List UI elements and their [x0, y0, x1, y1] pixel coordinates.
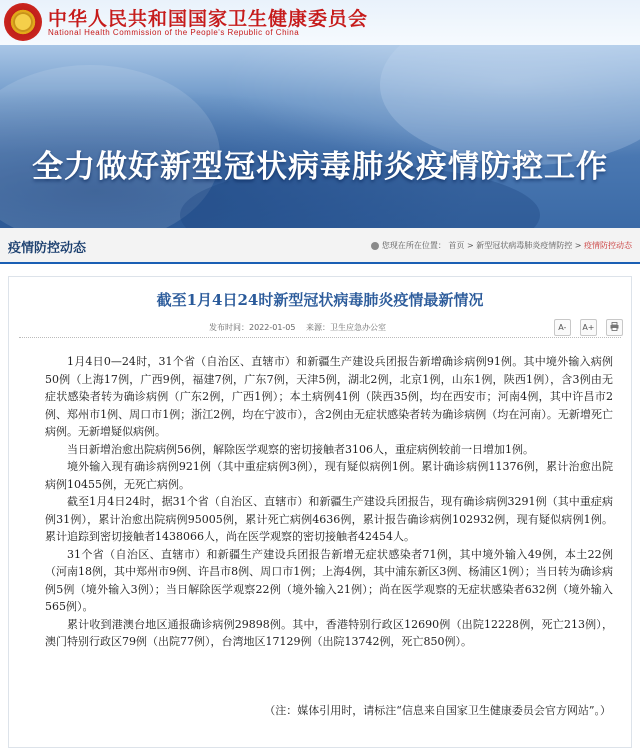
publish-date: 发布时间：2022-01-05 — [209, 323, 296, 332]
paragraph: 1月4日0—24时，31个省（自治区、直辖市）和新疆生产建设兵团报告新增确诊病例91例。其中境外输入病例50例（上海17例，广西9例，福建7例，广东7例，天津5例，湖北2例，北京1例，山东1例，陕西1例），含3例由无症状感染者转为确诊病例（广东2例，广西1例）；本土病例41例（陕西35例，均在西安市；河南4例，其中许昌市2例、郑州市1例、周口市1例；浙江2例，均在宁波市），含2例由无症状感染者转为确诊病例（均在河南）。无新增死亡病例。无新增疑似病例。 — [45, 355, 613, 438]
paragraph: 31个省（自治区、直辖市）和新疆生产建设兵团报告新增无症状感染者71例，其中境外输入49例，本土22例（河南18例，其中郑州市9例、许昌市8例、周口市1例；上海4例，其中浦东新区3例、杨浦区1例）；当日转为确诊病例5例（境外输入3例）；当日解除医学观察22例（境外输入21例）；尚在医学观察的无症状感染者632例（境外输入565例）。 — [45, 547, 613, 613]
article-tools — [550, 315, 623, 336]
paragraph: 截至1月4日24时，据31个省（自治区、直辖市）和新疆生产建设兵团报告，现有确诊病例3291例（其中重症病例31例），累计治愈出院病例95005例，累计死亡病例4636例，累计报告确诊病例102932例，现有疑似病例1例。累计追踪到密切接触者1438066人，尚在医学观察的密切接触者42454人。 — [45, 495, 613, 543]
breadcrumb-item-home[interactable]: 首页 — [448, 241, 465, 250]
org-name-en: National Health Commission of the People's Republic of China — [48, 28, 300, 37]
font-decrease-button[interactable]: A- — [554, 319, 571, 336]
print-button[interactable] — [606, 319, 623, 336]
font-increase-button[interactable]: A+ — [580, 319, 597, 336]
breadcrumb-bar — [0, 228, 640, 264]
breadcrumb — [371, 240, 632, 251]
site-header — [0, 0, 640, 45]
breadcrumb-prefix: 您现在所在位置： — [381, 241, 446, 250]
paragraph: 累计收到港澳台地区通报确诊病例29898例。其中，香港特别行政区12690例（出院12228例，死亡213例），澳门特别行政区79例（出院77例），台湾地区17129例（出院13742例，死亡850例）。 — [45, 617, 613, 648]
article-meta — [209, 322, 394, 333]
article-body — [45, 353, 613, 651]
article-title: 截至1月4日24时新型冠状病毒肺炎疫情最新情况 — [156, 291, 484, 309]
section-title: 疫情防控动态 — [8, 241, 87, 256]
breadcrumb-separator: > — [466, 241, 474, 250]
breadcrumb-item-current[interactable]: 疫情防控动态 — [584, 241, 632, 250]
article-source: 来源：卫生应急办公室 — [306, 323, 387, 332]
national-emblem-icon — [4, 3, 42, 41]
paragraph: 境外输入现有确诊病例921例（其中重症病例3例），现有疑似病例1例。累计确诊病例11376例，累计治愈出院病例10455例，无死亡病例。 — [45, 460, 613, 491]
citation-note: （注：媒体引用时，请标注“信息来自国家卫生健康委员会官方网站”。） — [264, 704, 611, 717]
banner — [0, 45, 640, 228]
banner-title: 全力做好新型冠状病毒肺炎疫情防控工作 — [32, 149, 608, 185]
paragraph: 当日新增治愈出院病例56例，解除医学观察的密切接触者3106人，重症病例较前一日增加1例。 — [67, 442, 534, 456]
breadcrumb-separator: > — [574, 241, 582, 250]
org-name-cn[interactable]: 中华人民共和国国家卫生健康委员会 — [48, 8, 369, 30]
print-icon — [610, 322, 619, 331]
divider — [19, 337, 621, 338]
location-icon — [371, 242, 379, 250]
breadcrumb-item-epidemic[interactable]: 新型冠状病毒肺炎疫情防控 — [476, 241, 573, 250]
article — [8, 276, 632, 748]
